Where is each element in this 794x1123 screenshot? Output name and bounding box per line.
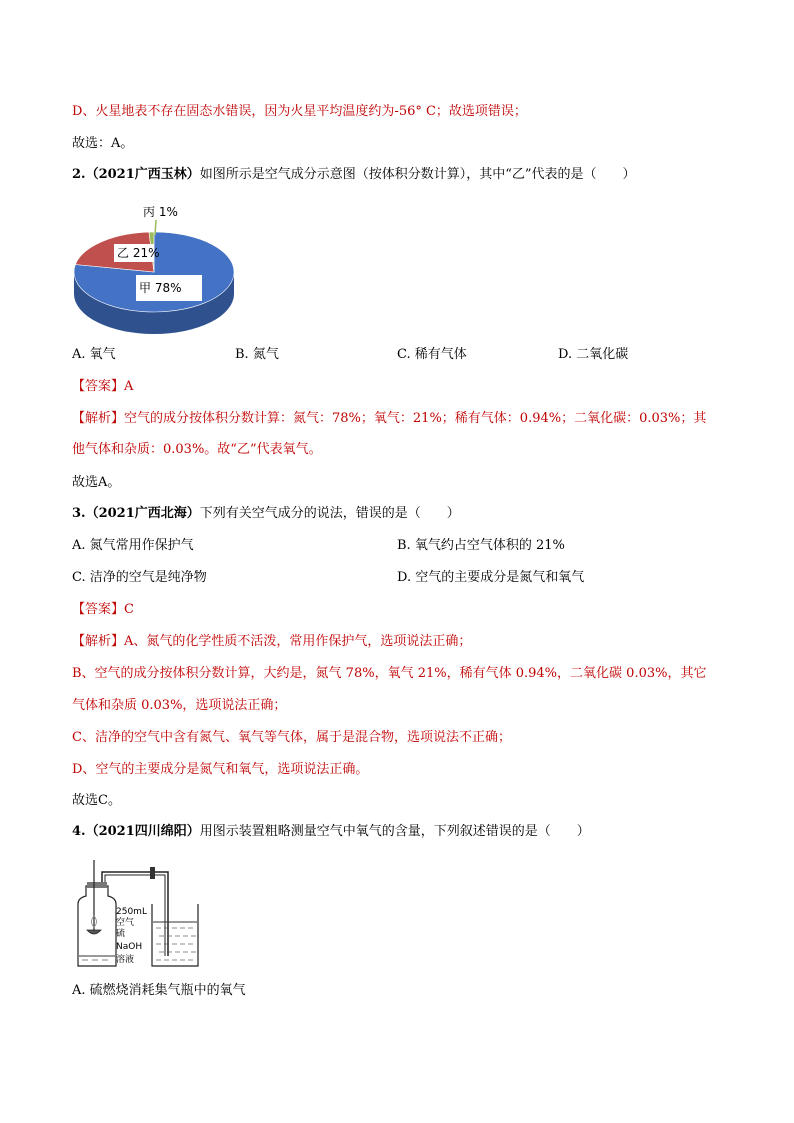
question-source: （2021四川绵阳） [85, 824, 200, 839]
q3-analysis-5: D、空气的主要成分是氮气和氧气，选项说法正确。 [72, 762, 369, 777]
q3-option-d: D. 空气的主要成分是氮气和氧气 [397, 570, 585, 585]
air-composition-pie-chart [70, 197, 250, 337]
q3-option-c: C. 洁净的空气是纯净物 [72, 570, 207, 585]
q2-option-b: B. 氮气 [235, 347, 279, 362]
beaker [152, 904, 198, 966]
q2-analysis-2: 他气体和杂质：0.03%。故“乙”代表氧气。 [72, 442, 322, 457]
question-source: （2021广西北海） [85, 506, 200, 521]
question-3 [72, 505, 460, 523]
analysis-label: 【解析】 [72, 634, 125, 649]
label-air: 空气 [116, 918, 135, 928]
q3-analysis-2: B、空气的成分按体积分数计算，大约是，氮气 78%，氧气 21%，稀有气体 0.94%，二氧化碳 0.03%，其它 [72, 666, 707, 681]
analysis-text: A、氮气的化学性质不活泼，常用作保护气，选项说法正确； [124, 634, 472, 649]
label-volume: 250mL [116, 907, 147, 917]
line-select-a: 故选：A。 [72, 136, 134, 151]
q2-answer: 【答案】A [72, 379, 134, 394]
combustion-spoon-cup [87, 930, 101, 934]
q3-select: 故选C。 [72, 793, 121, 808]
analysis-text: 空气的成分按体积分数计算：氮气：78%；氧气：21%；稀有气体：0.94%；二氧化碳：0.03%；其 [124, 411, 707, 426]
label-naoh: NaOH [116, 942, 143, 952]
question-number: 3. [72, 506, 86, 521]
question-4 [72, 823, 590, 841]
pie-label-乙: 乙 21% [117, 246, 160, 260]
q3-option-b: B. 氧气约占空气体积的 21% [397, 538, 565, 553]
oxygen-measurement-apparatus [72, 856, 222, 976]
bottle-stopper [87, 882, 107, 888]
label-solution: 溶液 [116, 955, 135, 965]
tube-clamp [150, 867, 155, 879]
question-text: 如图所示是空气成分示意图（按体积分数计算），其中“乙”代表的是（ ） [199, 167, 636, 182]
q2-select: 故选A。 [72, 475, 121, 490]
q2-option-c: C. 稀有气体 [397, 347, 467, 362]
q4-option-a: A. 硫燃烧消耗集气瓶中的氧气 [72, 983, 246, 998]
q2-option-d: D. 二氧化碳 [558, 347, 629, 362]
q2-analysis-1 [72, 410, 706, 428]
pie-leader-line [155, 220, 156, 235]
q3-analysis-1 [72, 633, 471, 651]
gas-bottle [78, 886, 116, 966]
q3-analysis-3: 气体和杂质 0.03%，选项说法正确； [72, 698, 287, 713]
q3-option-a: A. 氮气常用作保护气 [72, 538, 194, 553]
label-sulfur: 硫 [116, 929, 126, 939]
pie-label-甲: 甲 78% [139, 281, 182, 295]
line-d-mars: D、火星地表不存在固态水错误，因为火星平均温度约为-56° C；故选项错误； [72, 104, 527, 119]
q3-analysis-4: C、洁净的空气中含有氮气、氧气等气体，属于是混合物，选项说法不正确； [72, 730, 511, 745]
pie-label-丙: 丙 1% [143, 205, 178, 219]
question-number: 4. [72, 824, 86, 839]
question-text: 下列有关空气成分的说法，错误的是（ ） [199, 506, 460, 521]
question-2 [72, 166, 636, 184]
analysis-label: 【解析】 [72, 411, 125, 426]
q3-answer: 【答案】C [72, 602, 134, 617]
question-source: （2021广西玉林） [85, 167, 200, 182]
q2-option-a: A. 氧气 [72, 347, 116, 362]
question-number: 2. [72, 167, 86, 182]
question-text: 用图示装置粗略测量空气中氧气的含量，下列叙述错误的是（ ） [199, 824, 590, 839]
